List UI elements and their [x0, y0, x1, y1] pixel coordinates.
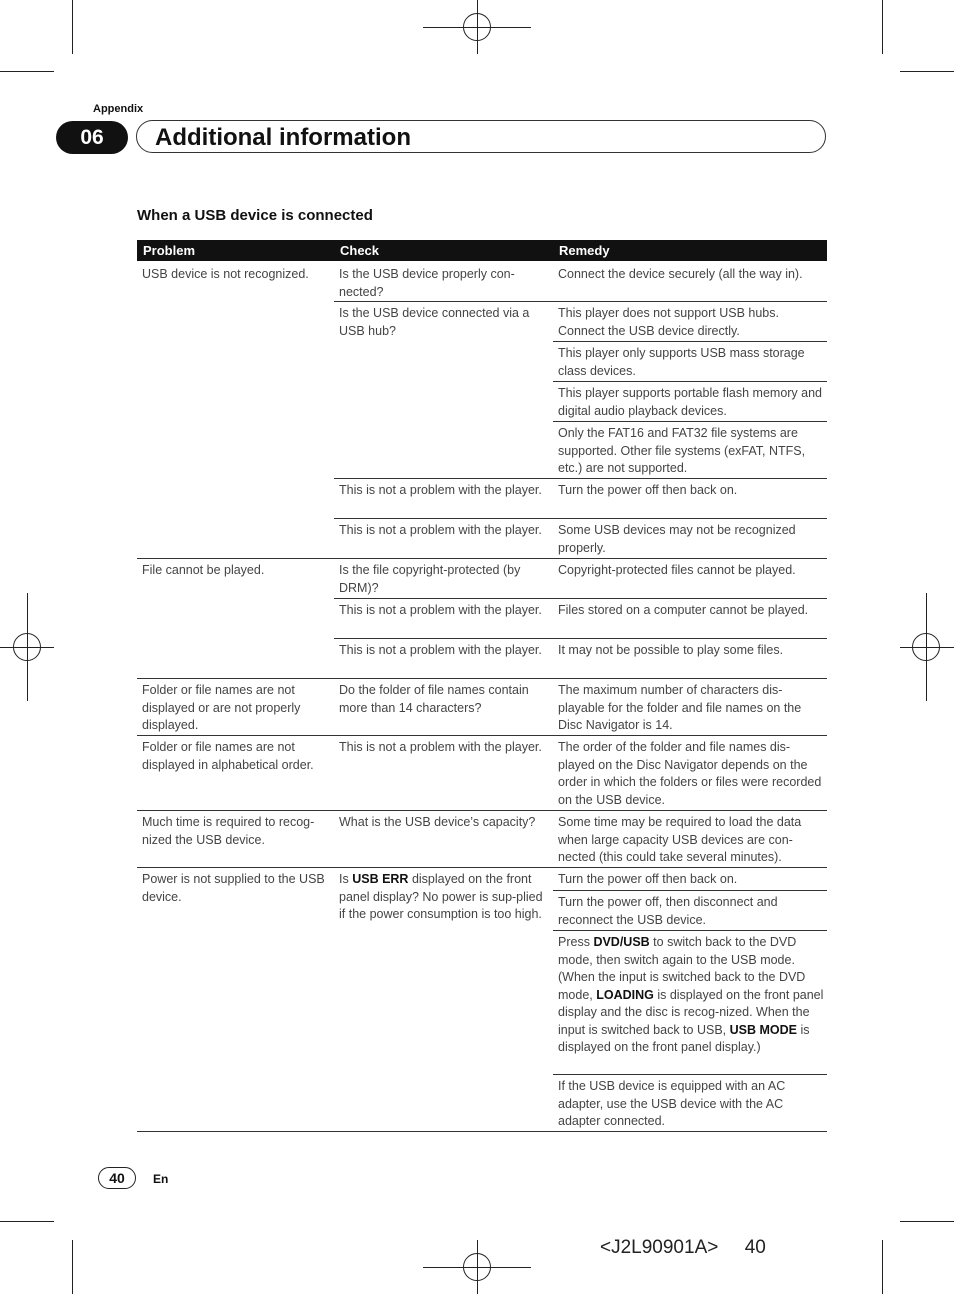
check-cell: Is the USB device connected via a USB hub? — [339, 306, 530, 338]
language-label: En — [153, 1172, 169, 1186]
row-divider — [553, 341, 827, 342]
crop-mark — [882, 1240, 883, 1294]
check-cell: Is the USB device properly con-nected? — [339, 267, 515, 299]
problem-cell: Folder or file names are not displayed in alphabetical order. — [142, 740, 314, 772]
column-header-problem: Problem — [143, 243, 196, 258]
crop-mark — [72, 0, 73, 54]
row-divider — [334, 301, 827, 302]
remedy-text: is displayed on the front panel display and the disc is recog-nized. When the input is switched back to USB, — [558, 987, 824, 1037]
remedy-cell: Files stored on a computer cannot be played. — [558, 603, 809, 617]
check-cell: Do the folder of file names contain more than 14 characters? — [339, 683, 529, 715]
remedy-cell: This player only supports USB mass storage class devices. — [558, 346, 805, 378]
check-cell: This is not a problem with the player. — [339, 603, 542, 617]
job-code: <J2L90901A> 40 — [600, 1237, 766, 1258]
crop-mark — [0, 1221, 54, 1222]
crop-mark — [882, 0, 883, 54]
remedy-cell: The order of the folder and file names dis-played on the Disc Navigator depends on the order in which the folders or files were recorded on the USB device. — [558, 740, 822, 807]
page-number: 40 — [98, 1167, 136, 1189]
check-cell: This is not a problem with the player. — [339, 523, 542, 537]
remedy-cell: It may not be possible to play some files. — [558, 643, 784, 657]
remedy-cell: This player supports portable flash memory and digital audio playback devices. — [558, 386, 823, 418]
crop-mark — [900, 1221, 954, 1222]
column-header-check: Check — [340, 243, 380, 258]
row-divider — [137, 810, 827, 811]
remedy-cell: The maximum number of characters dis-playable for the folder and file names on the Disc Navigator is 14. — [558, 683, 802, 732]
row-divider — [334, 478, 827, 479]
crop-mark — [0, 71, 54, 72]
row-divider — [137, 558, 827, 559]
row-divider — [553, 890, 827, 891]
row-divider — [334, 598, 827, 599]
check-text: Is — [339, 872, 353, 886]
remedy-text: is displayed on the front panel display.) — [558, 1022, 810, 1054]
usb-err-label: USB ERR — [352, 872, 409, 886]
column-header-remedy: Remedy — [559, 243, 610, 258]
remedy-cell: Turn the power off then back on. — [558, 872, 738, 886]
chapter-number-badge: 06 — [56, 121, 128, 154]
remedy-cell: Some time may be required to load the data when large capacity USB devices are con-nected (this could take several minutes). — [558, 815, 802, 864]
remedy-text: to switch back to the DVD mode, then switch again to the USB mode. (When the input is switched back to the DVD mode, — [558, 935, 806, 1002]
check-cell-usb-err — [339, 871, 545, 924]
problem-cell: Much time is required to recog-nized the USB device. — [142, 815, 315, 847]
remedy-cell: If the USB device is equipped with an AC adapter, use the USB device with the AC adapter connected. — [558, 1079, 786, 1128]
remedy-cell: Only the FAT16 and FAT32 file systems are supported. Other file systems (exFAT, NTFS, etc.) are not supported. — [558, 426, 806, 475]
problem-cell: Power is not supplied to the USB device. — [142, 872, 325, 904]
problem-cell: File cannot be played. — [142, 563, 265, 577]
remedy-cell: Turn the power off then back on. — [558, 483, 738, 497]
check-cell: This is not a problem with the player. — [339, 643, 542, 657]
row-divider — [553, 421, 827, 422]
row-divider — [334, 638, 827, 639]
usb-mode-label: USB MODE — [729, 1022, 797, 1037]
check-text: displayed on the front panel display? No power is sup-plied if the power consumption is too high. — [339, 872, 543, 921]
remedy-cell: Connect the device securely (all the way in). — [558, 267, 803, 281]
registration-mark — [463, 1253, 491, 1281]
remedy-cell-dvd-usb — [558, 934, 824, 1057]
dvd-usb-label: DVD/USB — [593, 935, 650, 949]
row-divider — [553, 381, 827, 382]
row-divider — [553, 930, 827, 931]
row-divider — [137, 678, 827, 679]
row-divider — [137, 735, 827, 736]
crop-mark — [72, 1240, 73, 1294]
table-header — [137, 240, 827, 261]
section-title: When a USB device is connected — [137, 207, 373, 224]
remedy-cell: This player does not support USB hubs. Connect the USB device directly. — [558, 306, 779, 338]
check-cell: This is not a problem with the player. — [339, 740, 542, 754]
remedy-cell: Copyright-protected files cannot be played. — [558, 563, 796, 577]
check-cell: What is the USB device’s capacity? — [339, 815, 536, 829]
remedy-text: Press — [558, 935, 594, 949]
loading-label: LOADING — [596, 987, 654, 1002]
section-label: Appendix — [93, 103, 144, 115]
registration-mark — [13, 633, 41, 661]
chapter-title: Additional information — [155, 124, 411, 151]
row-divider — [137, 1131, 827, 1132]
crop-mark — [900, 71, 954, 72]
problem-cell: USB device is not recognized. — [142, 267, 309, 281]
row-divider — [137, 867, 827, 868]
registration-mark — [912, 633, 940, 661]
check-cell: This is not a problem with the player. — [339, 483, 542, 497]
problem-cell: Folder or file names are not displayed or are not properly displayed. — [142, 683, 301, 732]
remedy-cell: Turn the power off, then disconnect and reconnect the USB device. — [558, 895, 778, 927]
row-divider — [334, 518, 827, 519]
check-cell: Is the file copyright-protected (by DRM)? — [339, 563, 521, 595]
registration-mark — [463, 13, 491, 41]
remedy-cell: Some USB devices may not be recognized properly. — [558, 523, 796, 555]
row-divider — [553, 1074, 827, 1075]
